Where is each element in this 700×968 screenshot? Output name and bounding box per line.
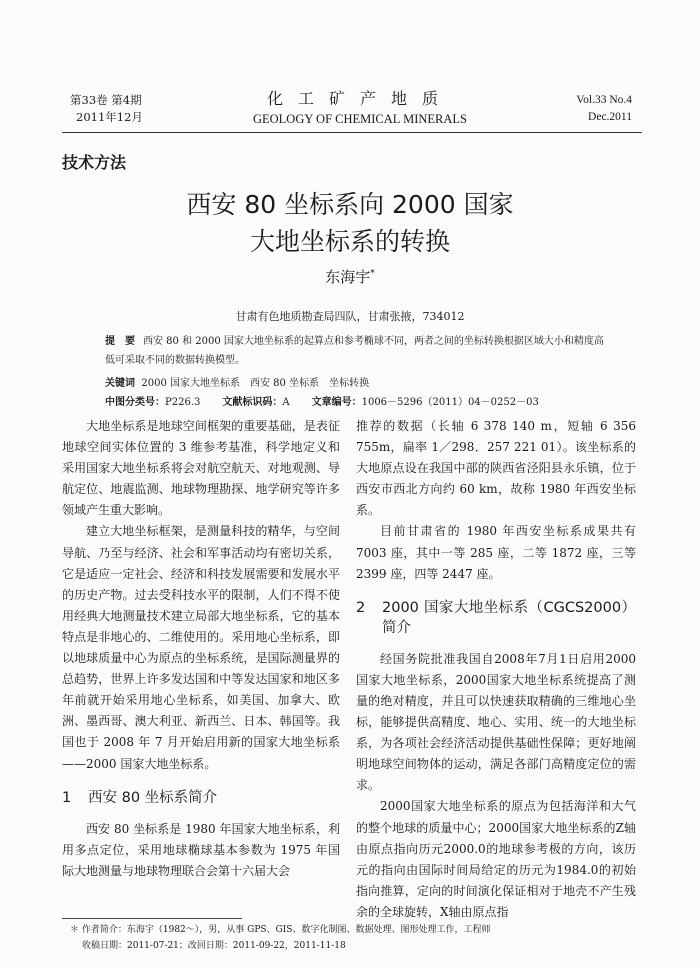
keywords: 2000 国家大地坐标系 西安 80 坐标系 坐标转换 (141, 378, 370, 389)
author-name: 东海宇 (325, 268, 371, 286)
header-volume-info (70, 92, 143, 126)
section-number: 2 (356, 599, 366, 616)
paragraph: 建立大地坐标框架，是测量科技的精华，与空间导航、乃至与经济、社会和军事活动均有密切关系，它是适应一定社会、经济和科技发展需要和发展水平的历史产物。过去受科技水平的限制，人们不得不使用经典大地测量技术建立局部大地坐标系，它的基本特点是非地心的、二维使用的。采用地心坐标系，即以地球质量中心为原点的坐标系统，是国际测量界的总趋势，世界上许多发达国和中等发达国家和地区多年前就开始采用地心坐标系，如美国、加拿大、欧洲、墨西哥、澳大利亚、新西兰、日本、韩国等。我国也于 2008 年 7 月开始启用新的国家大地坐标系——2000 国家大地坐标系。 (62, 524, 340, 771)
author (200, 266, 500, 287)
header-volume-info-en (576, 92, 632, 126)
header-divider (62, 132, 642, 133)
page-title (100, 186, 600, 260)
author-bio: ＊ 作者简介：东海宇（1982～），男，从事 GPS、GIS、数字化制图、数据处理、图形处理工作，工程师 (70, 925, 491, 935)
article-no-value: 1006－5296（2011）04－0252－03 (361, 397, 539, 408)
header-date-en: Dec.2011 (588, 111, 632, 123)
abstract (105, 332, 605, 370)
received-dates: 收稿日期：2011-07-21；改回日期：2011-09-22，2011-11-18 (82, 941, 346, 951)
article-metadata (105, 374, 625, 412)
journal-name-cn: 化工矿产地质 (266, 89, 453, 108)
body-right-column (356, 416, 636, 923)
header-date-cn: 2011年12月 (76, 110, 143, 124)
doc-code-value: A (282, 397, 290, 408)
header-volume-issue-en: Vol.33 No.4 (576, 94, 632, 106)
title-line-1: 西安 80 坐标系向 2000 国家 (186, 190, 514, 219)
paragraph: 大地坐标系是地球空间框架的重要基础，是表征地球空间实体位置的 3 维参考基准，科学地定义和采用国家大地坐标系将会对航空航天、对地观测、导航定位、地震监测、地球物理勘探、地学研究等许多领域产生重大影响。 (62, 419, 340, 518)
affiliation: 甘肃有色地质勘查局四队，甘肃张掖，734012 (235, 310, 465, 323)
keywords-line (105, 374, 625, 393)
section-title: 西安 80 坐标系简介 (88, 789, 218, 806)
classification-line (105, 393, 625, 412)
paragraph: 西安 80 坐标系是 1980 年国家大地坐标系，利用多点定位，采用地球椭球基本参数为 1975 年国际大地测量与地球物理联合会第十六届大会 (62, 821, 340, 878)
paragraph: 目前甘肃省的 1980 年西安坐标系成果共有 7003 座，其中一等 285 座，二等 1872 座，三等 2399 座，四等 2447 座。 (356, 524, 636, 581)
paragraph: 2000国家大地坐标系的原点为包括海洋和大气的整个地球的质量中心；2000国家大地坐标系的Z轴由原点指向历元2000.0的地球参考极的方向，该历元的指向由国际时间局给定的历元为1984.0的初始指向推算，定向的时间演化保证相对于地壳不产生残余的全球旋转，X轴由原点指 (356, 799, 636, 919)
section-heading-1 (62, 788, 340, 808)
section-number: 1 (62, 789, 72, 806)
body-left-column (62, 416, 340, 882)
section-tag: 技术方法 (62, 153, 127, 172)
abstract-text: 西安 80 和 2000 国家大地坐标系的起算点和参考椭球不同，两者之间的坐标转换根据区域大小和精度高低可采取不同的数据转换模型。 (105, 336, 604, 366)
header-volume-issue: 第33卷 第4期 (70, 93, 142, 107)
clc-label: 中图分类号： (105, 397, 165, 408)
abstract-label: 提 要 (105, 336, 135, 347)
keywords-label: 关键词 (105, 378, 135, 389)
footnote (70, 922, 650, 954)
author-footnote-mark: * (370, 269, 375, 279)
section-title: 2000 国家大地坐标系（CGCS2000）简介 (382, 599, 636, 636)
paragraph: 经国务院批准我国自2008年7月1日启用2000国家大地坐标系，2000国家大地坐标系统提高了测量的绝对精度，并且可以快速获取精确的三维地心坐标，能够提供高精度、地心、实用、统一的大地坐标系，为各项社会经济活动提供基础性保障；更好地阐明地球空间物体的运动，满足各部门高精度定位的需求。 (356, 651, 636, 793)
doc-code-label: 文献标识码： (222, 397, 283, 408)
article-no-label: 文章编号： (311, 397, 362, 408)
section-heading-2 (356, 598, 636, 638)
paragraph: 推荐的数据（长轴 6 378 140 m，短轴 6 356 755m，扁率 1／298．257 221 01）。该坐标系的大地原点设在我国中部的陕西省泾阳县永乐镇，位于西安市西北方向约 60 km，故称 1980 年西安坐标系。 (356, 419, 636, 518)
clc-value: P226.3 (165, 397, 201, 408)
footnote-divider (62, 918, 242, 919)
title-line-2: 大地坐标系的转换 (249, 227, 450, 256)
journal-name-en: GEOLOGY OF CHEMICAL MINERALS (252, 112, 467, 126)
header-journal (200, 88, 520, 128)
